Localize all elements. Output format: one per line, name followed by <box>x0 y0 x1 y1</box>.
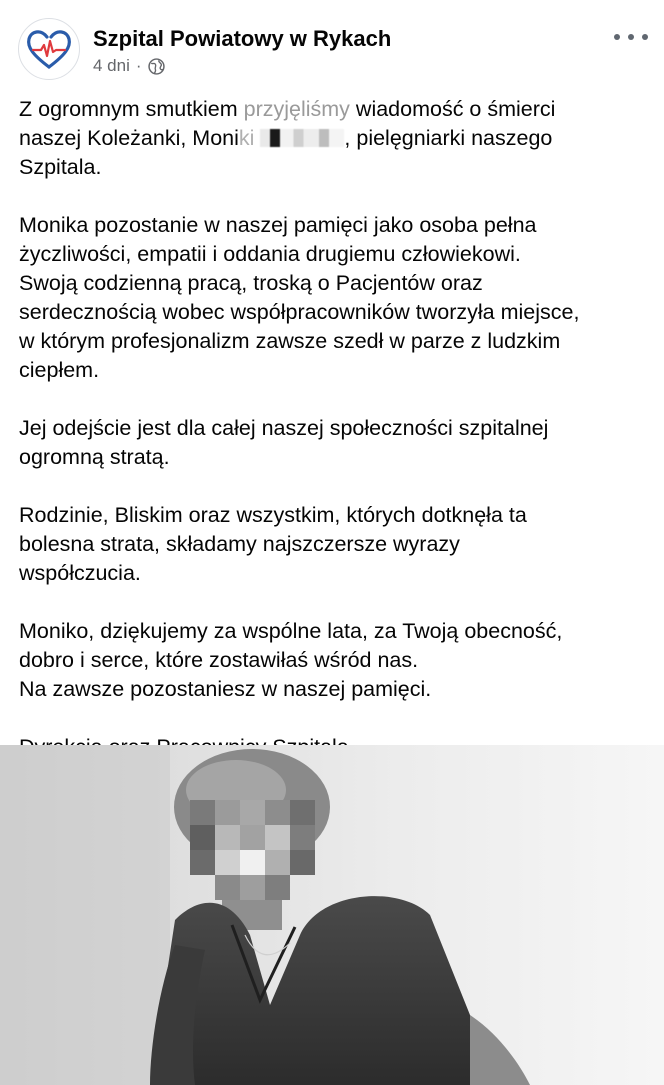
text-line: ogromną stratą. <box>19 445 170 469</box>
text-line: Jej odejście jest dla całej naszej społeczności szpitalnej <box>19 416 549 440</box>
post-header <box>0 0 664 90</box>
post-text <box>19 95 659 791</box>
text-line: życzliwości, empatii i oddania drugiemu człowiekowi. <box>19 242 521 266</box>
meta-separator: · <box>135 56 142 75</box>
post-photo[interactable] <box>0 745 664 1085</box>
text-line: Rodzinie, Bliskim oraz wszystkim, których dotknęła ta <box>19 503 527 527</box>
more-dot-icon <box>628 34 634 40</box>
text-line: ciepłem. <box>19 358 100 382</box>
text-line: dobro i serce, które zostawiłaś wśród nas. <box>19 648 419 672</box>
text-line: Monika pozostanie w naszej pamięci jako osoba pełna <box>19 213 537 237</box>
redacted-surname <box>260 129 344 147</box>
obscured-word: przyjęliśmy <box>243 97 350 121</box>
text-line: naszej Koleżanki, Moniki , pielęgniarki naszego <box>19 126 553 150</box>
globe-icon[interactable] <box>148 58 165 75</box>
text-line: Na zawsze pozostaniesz w naszej pamięci. <box>19 677 432 701</box>
text-line: Szpitala. <box>19 155 102 179</box>
text-line: bolesna strata, składamy najszczersze wyrazy <box>19 532 460 556</box>
more-dot-icon <box>642 34 648 40</box>
text-line: w którym profesjonalizm zawsze szedł w parze z ludzkim <box>19 329 561 353</box>
post-meta <box>93 56 165 76</box>
text-line: Z ogromnym smutkiem przyjęliśmy wiadomość o śmierci <box>19 97 556 121</box>
more-dot-icon <box>614 34 620 40</box>
post-paragraph <box>19 95 659 182</box>
text-line: Moniko, dziękujemy za wspólne lata, za Twoją obecność, <box>19 619 563 643</box>
page-name-link[interactable]: Szpital Powiatowy w Rykach <box>93 26 392 51</box>
photo-illustration <box>0 745 664 1085</box>
post-paragraph <box>19 414 659 472</box>
post-time[interactable]: 4 dni <box>93 56 130 75</box>
post-paragraph <box>19 211 659 385</box>
text-line: Swoją codzienną pracą, troską o Pacjentów oraz <box>19 271 483 295</box>
more-options-button[interactable] <box>614 24 648 50</box>
post-paragraph <box>19 617 659 704</box>
heart-ecg-logo-icon <box>19 19 79 79</box>
page-avatar[interactable] <box>18 18 80 80</box>
text-line: współczucia. <box>19 561 141 585</box>
post-paragraph <box>19 501 659 588</box>
text-line: serdecznością wobec współpracowników tworzyła miejsce, <box>19 300 580 324</box>
